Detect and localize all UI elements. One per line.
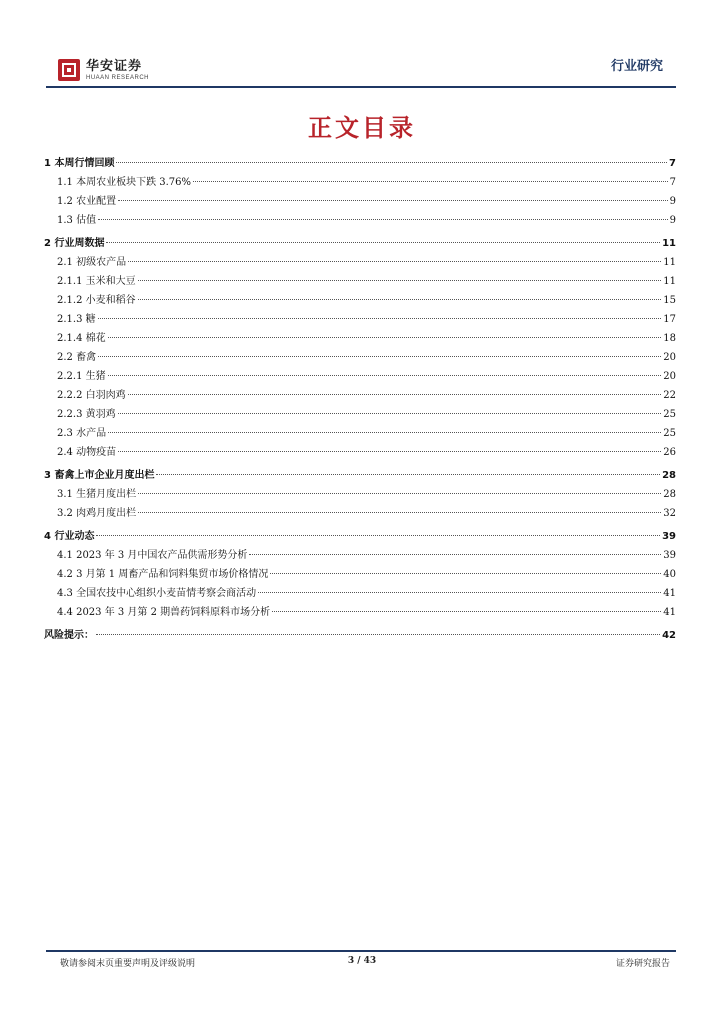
toc-entry-subsection[interactable] [44, 443, 676, 462]
toc-entry-page: 17 [663, 314, 676, 325]
toc-entry-label: 2.2.3 黄羽鸡 [57, 409, 116, 420]
report-type: 证券研究报告 [615, 959, 670, 969]
toc-entry-label: 2.4 动物疫苗 [57, 447, 117, 458]
toc-entry-subsection[interactable] [44, 291, 676, 310]
page-number: 3 / 43 [347, 956, 377, 966]
toc-entry-label: 2.1 初级农产品 [57, 257, 127, 268]
toc-entry-page: 39 [662, 531, 676, 542]
toc-entry-label: 2.3 水产品 [57, 428, 107, 439]
toc-entry-subsection[interactable] [44, 272, 676, 291]
toc-entry-page: 28 [663, 489, 676, 500]
header-divider [46, 86, 676, 88]
toc-leader-dots [138, 493, 661, 494]
toc-entry-subsection[interactable] [44, 386, 676, 405]
toc-entry-page: 25 [663, 428, 676, 439]
toc-leader-dots [272, 611, 661, 612]
page-title: 正文目录 [308, 114, 416, 142]
toc-leader-dots [108, 337, 662, 338]
toc-entry-label: 2.1.1 玉米和大豆 [57, 276, 136, 287]
toc-entry-subsection[interactable] [44, 192, 676, 211]
toc-entry-page: 41 [663, 588, 676, 599]
toc-entry-page: 11 [663, 276, 676, 287]
toc-entry-section[interactable] [44, 527, 676, 546]
seal-icon [58, 59, 80, 81]
toc-entry-subsection[interactable] [44, 584, 676, 603]
toc-entry-page: 22 [663, 390, 676, 401]
toc-entry-label: 1 本周行情回顾 [44, 158, 115, 169]
toc-entry-subsection[interactable] [44, 367, 676, 386]
toc-entry-label: 1.3 估值 [57, 215, 97, 226]
toc-entry-label: 1.2 农业配置 [57, 196, 117, 207]
toc-entry-subsection[interactable] [44, 424, 676, 443]
toc-leader-dots [138, 280, 662, 281]
toc-entry-page: 20 [663, 352, 676, 363]
toc-entry-subsection[interactable] [44, 405, 676, 424]
toc-leader-dots [138, 512, 661, 513]
toc-entry-label: 4.2 3 月第 1 周畜产品和饲料集贸市场价格情况 [57, 569, 269, 580]
toc-entry-label: 4.4 2023 年 3 月第 2 期兽药饲料原料市场分析 [57, 607, 271, 618]
toc-leader-dots [128, 394, 662, 395]
toc-entry-label: 2.1.2 小麦和稻谷 [57, 295, 136, 306]
logo-english-name: HUAAN RESEARCH [86, 74, 150, 81]
toc-leader-dots [118, 200, 668, 201]
toc-leader-dots [96, 634, 660, 635]
toc-entry-section[interactable] [44, 626, 676, 645]
toc-entry-subsection[interactable] [44, 603, 676, 622]
toc-entry-subsection[interactable] [44, 329, 676, 348]
toc-entry-label: 1.1 本周农业板块下跌 3.76% [57, 177, 192, 188]
toc-leader-dots [118, 451, 661, 452]
toc-leader-dots [128, 261, 661, 262]
toc-leader-dots [96, 535, 660, 536]
toc-entry-subsection[interactable] [44, 504, 676, 523]
toc-entry-page: 9 [669, 215, 676, 226]
toc-leader-dots [98, 318, 662, 319]
toc-entry-page: 26 [663, 447, 676, 458]
company-logo [58, 59, 149, 81]
toc-entry-label: 2.2 畜禽 [57, 352, 97, 363]
toc-entry-page: 32 [663, 508, 676, 519]
toc-entry-subsection[interactable] [44, 173, 676, 192]
toc-entry-subsection[interactable] [44, 348, 676, 367]
toc-entry-page: 7 [669, 177, 676, 188]
toc-entry-page: 7 [669, 158, 676, 169]
table-of-contents [44, 150, 676, 645]
toc-entry-page: 39 [663, 550, 676, 561]
toc-leader-dots [98, 356, 661, 357]
toc-leader-dots [249, 554, 661, 555]
toc-entry-page: 20 [663, 371, 676, 382]
toc-entry-subsection[interactable] [44, 253, 676, 272]
toc-entry-label: 4 行业动态 [44, 531, 95, 542]
toc-entry-label: 4.1 2023 年 3 月中国农产品供需形势分析 [57, 550, 248, 561]
toc-entry-subsection[interactable] [44, 565, 676, 584]
toc-entry-page: 11 [662, 238, 676, 249]
toc-entry-label: 2.2.2 白羽肉鸡 [57, 390, 126, 401]
toc-entry-label: 风险提示： [44, 630, 94, 641]
toc-entry-label: 2.1.4 棉花 [57, 333, 106, 344]
logo-chinese-name: 华安证券 [86, 58, 143, 74]
toc-entry-section[interactable] [44, 466, 676, 485]
toc-leader-dots [98, 219, 668, 220]
toc-entry-label: 4.3 全国农技中心组织小麦苗情考察会商活动 [57, 588, 257, 599]
toc-entry-page: 41 [663, 607, 676, 618]
toc-entry-subsection[interactable] [44, 310, 676, 329]
toc-entry-label: 2 行业周数据 [44, 238, 105, 249]
toc-entry-page: 42 [662, 630, 676, 641]
toc-entry-page: 28 [662, 470, 676, 481]
section-label: 行业研究 [610, 59, 663, 74]
toc-entry-page: 25 [663, 409, 676, 420]
toc-leader-dots [138, 299, 662, 300]
toc-entry-label: 3.2 肉鸡月度出栏 [57, 508, 137, 519]
toc-leader-dots [108, 375, 662, 376]
toc-entry-subsection[interactable] [44, 546, 676, 565]
toc-entry-page: 9 [669, 196, 676, 207]
toc-leader-dots [106, 242, 660, 243]
toc-leader-dots [118, 413, 662, 414]
toc-entry-page: 11 [663, 257, 676, 268]
footer-divider [46, 950, 676, 952]
toc-leader-dots [193, 181, 668, 182]
toc-entry-page: 18 [663, 333, 676, 344]
toc-entry-section[interactable] [44, 234, 676, 253]
toc-entry-page: 40 [663, 569, 676, 580]
toc-leader-dots [270, 573, 661, 574]
toc-leader-dots [156, 474, 660, 475]
toc-entry-label: 2.1.3 糖 [57, 314, 96, 325]
toc-leader-dots [108, 432, 661, 433]
toc-leader-dots [258, 592, 661, 593]
toc-leader-dots [116, 162, 667, 163]
toc-entry-section[interactable] [44, 154, 676, 173]
toc-entry-label: 3.1 生猪月度出栏 [57, 489, 137, 500]
toc-entry-subsection[interactable] [44, 211, 676, 230]
toc-entry-page: 15 [663, 295, 676, 306]
toc-entry-label: 3 畜禽上市企业月度出栏 [44, 470, 155, 481]
footer-disclaimer: 敬请参阅末页重要声明及评级说明 [60, 959, 196, 969]
toc-entry-label: 2.2.1 生猪 [57, 371, 106, 382]
toc-entry-subsection[interactable] [44, 485, 676, 504]
